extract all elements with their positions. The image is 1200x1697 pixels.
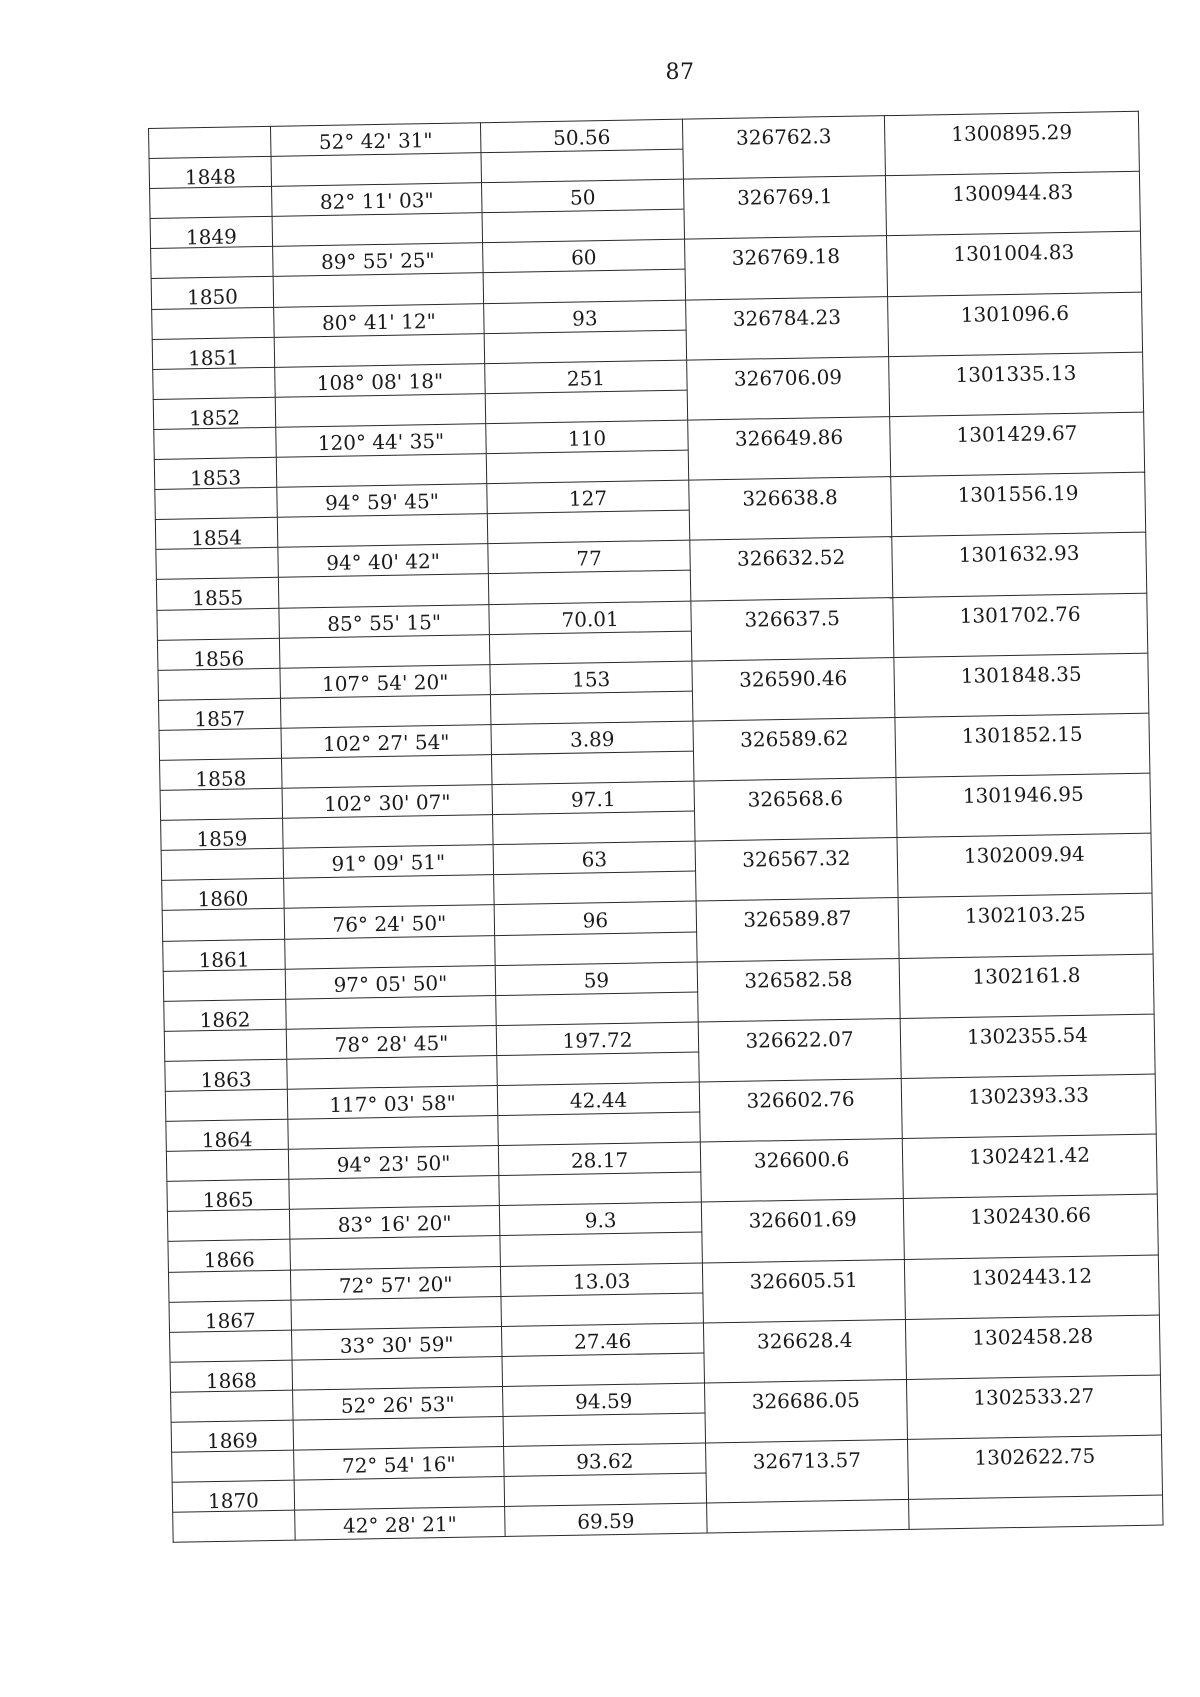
distance-cell-empty [496, 992, 698, 1026]
station-id-cell: 1858 [160, 758, 283, 790]
bearing-cell-empty [279, 634, 489, 668]
station-cell-empty [168, 1270, 291, 1302]
easting-cell: 326589.87 [696, 898, 899, 962]
easting-cell: 326706.09 [687, 356, 890, 420]
distance-cell-empty [490, 691, 692, 725]
bearing-cell-empty [273, 273, 483, 307]
northing-cell: 1301702.76 [893, 593, 1148, 658]
station-cell-empty [154, 427, 277, 459]
distance-cell-empty [498, 1112, 700, 1146]
bearing-cell-empty [290, 1236, 500, 1270]
station-cell-empty [152, 307, 275, 339]
bearing-cell: 85° 55' 15" [279, 604, 489, 638]
station-cell-empty [165, 1089, 288, 1121]
northing-cell: 1302103.25 [898, 894, 1153, 959]
bearing-cell: 89° 55' 25" [273, 243, 483, 277]
bearing-cell-empty [275, 393, 485, 427]
station-id-cell: 1868 [170, 1360, 293, 1392]
distance-cell: 27.46 [501, 1323, 703, 1357]
distance-cell-empty [504, 1473, 706, 1507]
bearing-cell-empty [286, 995, 496, 1029]
distance-cell: 251 [485, 360, 687, 394]
easting-cell: 326769.1 [683, 176, 886, 240]
easting-cell: 326637.5 [691, 597, 894, 661]
easting-cell-empty [707, 1500, 909, 1534]
bearing-cell: 82° 11' 03" [272, 183, 482, 217]
easting-cell: 326622.07 [698, 1018, 901, 1082]
distance-cell: 77 [488, 540, 690, 574]
bearing-cell-empty [287, 1055, 497, 1089]
distance-cell: 69.59 [505, 1503, 707, 1537]
station-cell-empty [160, 788, 283, 820]
distance-cell: 97.1 [492, 781, 694, 815]
station-id-cell: 1856 [157, 638, 280, 670]
station-cell-empty [164, 1029, 287, 1061]
distance-cell: 3.89 [491, 721, 693, 755]
bearing-cell-empty [274, 333, 484, 367]
distance-cell-empty [495, 932, 697, 966]
bearing-cell: 94° 23' 50" [288, 1146, 498, 1180]
distance-cell-empty [493, 811, 695, 845]
distance-cell: 70.01 [489, 601, 691, 635]
distance-cell-empty [489, 631, 691, 665]
bearing-cell: 52° 26' 53" [293, 1386, 503, 1420]
bearing-cell: 78° 28' 45" [286, 1025, 496, 1059]
station-id-cell: 1870 [172, 1480, 295, 1512]
bearing-cell-empty [294, 1477, 504, 1511]
station-id-cell: 1867 [169, 1300, 292, 1332]
northing-cell: 1302430.66 [903, 1194, 1158, 1259]
northing-cell: 1302443.12 [904, 1255, 1159, 1320]
station-cell-empty [163, 969, 286, 1001]
distance-cell-empty [497, 1052, 699, 1086]
station-cell-empty [162, 909, 285, 941]
station-cell-empty [157, 608, 280, 640]
distance-cell-empty [487, 510, 689, 544]
bearing-cell: 42° 28' 21" [295, 1507, 505, 1541]
bearing-cell-empty [276, 454, 486, 488]
station-id-cell: 1854 [155, 518, 278, 550]
station-cell-empty [171, 1390, 294, 1422]
bearing-cell-empty [278, 574, 488, 608]
bearing-cell-empty [277, 514, 487, 548]
station-id-cell: 1861 [163, 939, 286, 971]
bearing-cell: 33° 30' 59" [291, 1326, 501, 1360]
distance-cell: 96 [494, 901, 696, 935]
traverse-table [148, 111, 1164, 1543]
bearing-cell: 94° 59' 45" [277, 484, 487, 518]
northing-cell: 1302009.94 [897, 833, 1152, 898]
northing-cell: 1300895.29 [884, 111, 1139, 176]
bearing-cell: 91° 09' 51" [283, 845, 493, 879]
station-id-cell: 1852 [153, 397, 276, 429]
easting-cell: 326601.69 [701, 1199, 904, 1263]
easting-cell: 326784.23 [686, 296, 889, 360]
station-id-cell: 1855 [156, 578, 279, 610]
station-cell-empty [156, 548, 279, 580]
northing-cell: 1300944.83 [885, 171, 1140, 236]
easting-cell: 326605.51 [702, 1259, 905, 1323]
distance-cell: 59 [495, 962, 697, 996]
station-id-cell: 1850 [151, 277, 274, 309]
northing-cell: 1301004.83 [886, 232, 1141, 297]
bearing-cell: 102° 30' 07" [282, 785, 492, 819]
distance-cell: 63 [493, 841, 695, 875]
easting-cell: 326638.8 [689, 477, 892, 541]
traverse-table-container [148, 111, 1163, 1543]
bearing-cell: 120° 44' 35" [276, 424, 486, 458]
northing-cell: 1301335.13 [889, 352, 1144, 417]
distance-cell-empty [502, 1353, 704, 1387]
distance-cell: 50 [482, 179, 684, 213]
easting-cell: 326602.76 [699, 1078, 902, 1142]
bearing-cell-empty [292, 1356, 502, 1390]
northing-cell: 1301946.95 [896, 773, 1151, 838]
distance-cell-empty [485, 390, 687, 424]
station-cell-empty [170, 1330, 293, 1362]
distance-cell-empty [499, 1172, 701, 1206]
easting-cell: 326632.52 [690, 537, 893, 601]
station-id-cell: 1849 [150, 217, 273, 249]
distance-cell-empty [481, 149, 683, 183]
easting-cell: 326600.6 [700, 1139, 903, 1203]
northing-cell: 1302533.27 [906, 1375, 1161, 1440]
northing-cell: 1301632.93 [892, 532, 1147, 597]
distance-cell: 93.62 [504, 1443, 706, 1477]
station-id-cell: 1866 [168, 1240, 291, 1272]
distance-cell: 110 [486, 420, 688, 454]
station-cell-empty [172, 1450, 295, 1482]
bearing-cell-empty [285, 935, 495, 969]
bearing-cell: 76° 24' 50" [284, 905, 494, 939]
station-cell-empty [158, 668, 281, 700]
station-id-cell: 1848 [149, 156, 272, 188]
station-id-cell: 1864 [166, 1119, 289, 1151]
station-id-cell: 1853 [154, 457, 277, 489]
station-cell-empty [149, 126, 272, 158]
distance-cell: 93 [484, 300, 686, 334]
distance-cell-empty [486, 450, 688, 484]
northing-cell: 1301429.67 [890, 412, 1145, 477]
bearing-cell-empty [289, 1176, 499, 1210]
station-id-cell: 1859 [161, 818, 284, 850]
distance-cell: 13.03 [500, 1263, 702, 1297]
bearing-cell: 83° 16' 20" [289, 1206, 499, 1240]
page-number: 87 [665, 60, 695, 85]
distance-cell: 28.17 [498, 1142, 700, 1176]
station-id-cell: 1860 [162, 879, 285, 911]
bearing-cell-empty [272, 213, 482, 247]
station-id-cell: 1869 [171, 1420, 294, 1452]
bearing-cell-empty [293, 1417, 503, 1451]
bearing-cell: 97° 05' 50" [285, 965, 495, 999]
station-id-cell: 1865 [167, 1179, 290, 1211]
distance-cell-empty [488, 571, 690, 605]
distance-cell-empty [501, 1293, 703, 1327]
bearing-cell: 108° 08' 18" [275, 363, 485, 397]
easting-cell: 326713.57 [706, 1440, 909, 1504]
northing-cell: 1302393.33 [901, 1074, 1156, 1139]
easting-cell: 326686.05 [704, 1379, 907, 1443]
bearing-cell-empty [283, 815, 493, 849]
distance-cell: 60 [483, 240, 685, 274]
northing-cell: 1301852.15 [895, 713, 1150, 778]
easting-cell: 326568.6 [694, 778, 897, 842]
northing-cell: 1302421.42 [902, 1134, 1157, 1199]
distance-cell: 42.44 [497, 1082, 699, 1116]
bearing-cell: 102° 27' 54" [281, 724, 491, 758]
easting-cell: 326590.46 [692, 657, 895, 721]
station-cell-empty [153, 367, 276, 399]
distance-cell-empty [482, 209, 684, 243]
bearing-cell: 72° 57' 20" [290, 1266, 500, 1300]
easting-cell: 326582.58 [697, 958, 900, 1022]
station-cell-empty [155, 487, 278, 519]
easting-cell: 326769.18 [685, 236, 888, 300]
distance-cell-empty [494, 871, 696, 905]
northing-cell: 1302355.54 [900, 1014, 1155, 1079]
station-cell-empty [151, 247, 274, 279]
bearing-cell: 52° 42' 31" [270, 123, 480, 157]
distance-cell: 94.59 [503, 1383, 705, 1417]
distance-cell-empty [491, 751, 693, 785]
northing-cell: 1301848.35 [894, 653, 1149, 718]
bearing-cell: 80° 41' 12" [274, 303, 484, 337]
bearing-cell-empty [288, 1116, 498, 1150]
northing-cell: 1302161.8 [899, 954, 1154, 1019]
station-cell-empty [167, 1210, 290, 1242]
bearing-cell-empty [291, 1296, 501, 1330]
station-cell-empty [173, 1510, 296, 1542]
station-id-cell: 1857 [158, 698, 281, 730]
station-cell-empty [166, 1149, 289, 1181]
distance-cell-empty [484, 330, 686, 364]
traverse-table-body [149, 111, 1164, 1542]
bearing-cell: 107° 54' 20" [280, 664, 490, 698]
distance-cell-empty [483, 270, 685, 304]
bearing-cell-empty [282, 755, 492, 789]
bearing-cell: 117° 03' 58" [287, 1086, 497, 1120]
distance-cell: 50.56 [480, 119, 682, 153]
distance-cell: 9.3 [499, 1202, 701, 1236]
distance-cell: 153 [490, 661, 692, 695]
bearing-cell-empty [271, 153, 481, 187]
easting-cell: 326762.3 [682, 116, 885, 180]
bearing-cell: 94° 40' 42" [278, 544, 488, 578]
easting-cell: 326628.4 [703, 1319, 906, 1383]
northing-cell: 1302622.75 [908, 1435, 1163, 1500]
distance-cell-empty [500, 1232, 702, 1266]
distance-cell: 197.72 [496, 1022, 698, 1056]
distance-cell-empty [503, 1413, 705, 1447]
bearing-cell-empty [280, 694, 490, 728]
station-cell-empty [159, 728, 282, 760]
station-cell-empty [150, 187, 273, 219]
easting-cell: 326589.62 [693, 717, 896, 781]
distance-cell: 127 [487, 480, 689, 514]
bearing-cell: 72° 54' 16" [294, 1447, 504, 1481]
northing-cell: 1302458.28 [905, 1315, 1160, 1380]
bearing-cell-empty [284, 875, 494, 909]
northing-cell: 1301096.6 [888, 292, 1143, 357]
station-id-cell: 1851 [152, 337, 275, 369]
easting-cell: 326649.86 [688, 417, 891, 481]
northing-cell: 1301556.19 [891, 472, 1146, 537]
station-id-cell: 1862 [164, 999, 287, 1031]
easting-cell: 326567.32 [695, 838, 898, 902]
station-id-cell: 1863 [165, 1059, 288, 1091]
station-cell-empty [161, 849, 284, 881]
northing-cell-empty [909, 1495, 1163, 1530]
